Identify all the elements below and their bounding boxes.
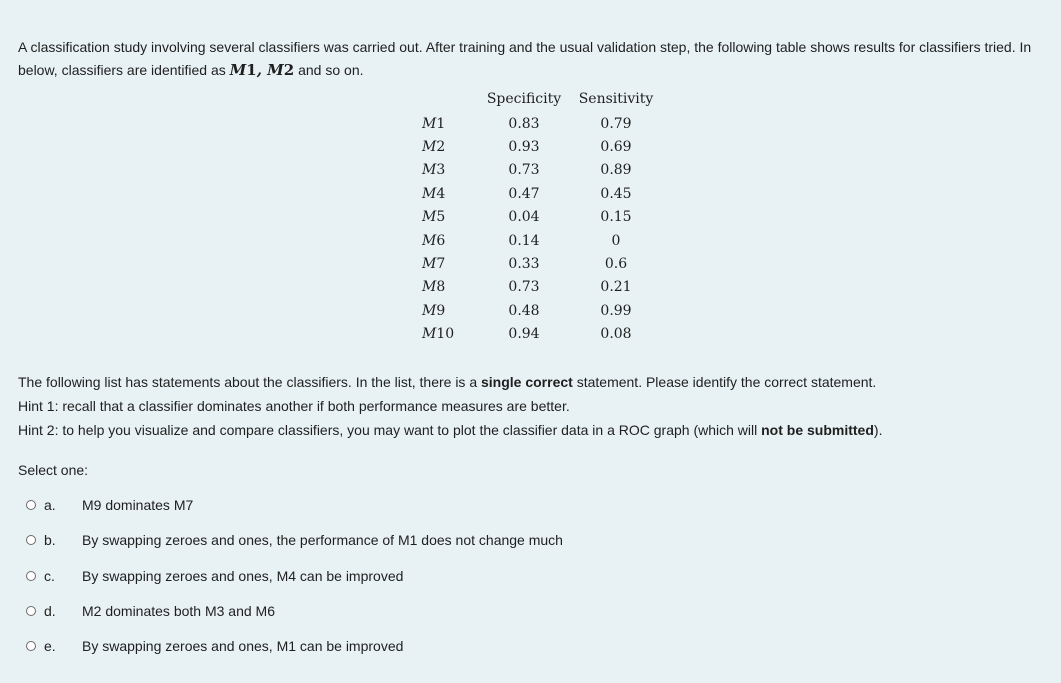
classifier-name: M6 bbox=[422, 232, 446, 249]
hint-1: Hint 1: recall that a classifier dominates another if both performance measures are better. bbox=[18, 398, 570, 414]
table-header-row bbox=[414, 86, 662, 112]
specificity-cell: 0.73 bbox=[508, 279, 540, 296]
sensitivity-cell: 0.6 bbox=[604, 256, 628, 273]
not-submitted-emphasis: not be submitted bbox=[761, 422, 874, 438]
classifier-results-table bbox=[414, 86, 662, 346]
option-e[interactable] bbox=[26, 636, 403, 656]
radio-button-b[interactable] bbox=[26, 535, 36, 545]
specificity-cell: 0.73 bbox=[508, 162, 540, 179]
option-d[interactable] bbox=[26, 601, 275, 621]
specificity-cell: 0.14 bbox=[508, 232, 540, 249]
table-row bbox=[414, 323, 662, 346]
option-letter: b. bbox=[44, 532, 56, 548]
sensitivity-cell: 0.15 bbox=[600, 209, 632, 226]
radio-button-e[interactable] bbox=[26, 641, 36, 651]
option-text[interactable]: M9 dominates M7 bbox=[82, 497, 194, 513]
specificity-cell: 0.47 bbox=[508, 185, 540, 202]
radio-button-c[interactable] bbox=[26, 571, 36, 581]
classifier-name: M8 bbox=[422, 279, 446, 296]
option-a[interactable] bbox=[26, 495, 193, 515]
option-text[interactable]: By swapping zeroes and ones, M1 can be improved bbox=[82, 638, 404, 654]
specificity-cell: 0.93 bbox=[508, 139, 540, 156]
table-row bbox=[414, 159, 662, 182]
radio-button-d[interactable] bbox=[26, 606, 36, 616]
classifier-name: M3 bbox=[422, 162, 446, 179]
classifier-name: M9 bbox=[422, 302, 446, 319]
math-m2: M2 bbox=[267, 61, 295, 79]
specificity-cell: 0.33 bbox=[508, 256, 540, 273]
option-b[interactable] bbox=[26, 530, 563, 550]
classifier-name: M1 bbox=[422, 115, 446, 132]
single-correct-emphasis: single correct bbox=[481, 374, 573, 390]
table-row bbox=[414, 276, 662, 299]
radio-button-a[interactable] bbox=[26, 500, 36, 510]
classifier-name: M5 bbox=[422, 209, 446, 226]
option-c[interactable] bbox=[26, 566, 403, 586]
option-letter: d. bbox=[44, 603, 56, 619]
option-letter: e. bbox=[44, 638, 56, 654]
header-specificity: Specificity bbox=[486, 91, 562, 107]
statement-line: The following list has statements about the classifiers. In the list, there is a single correct statement. Please identify the correct statement. bbox=[18, 374, 877, 390]
option-text[interactable]: By swapping zeroes and ones, M4 can be improved bbox=[82, 568, 404, 584]
math-m1: M1 bbox=[229, 61, 257, 79]
classifier-name: M4 bbox=[422, 185, 446, 202]
option-letter: a. bbox=[44, 497, 56, 513]
intro-text: A classification study involving several classifiers was carried out. After training and the usual validation step, the following table shows results for classifiers tried. In below, classifiers are identified as bbox=[18, 39, 1032, 78]
option-text[interactable]: By swapping zeroes and ones, the performance of M1 does not change much bbox=[82, 532, 563, 548]
sensitivity-cell: 0 bbox=[611, 232, 621, 249]
sensitivity-cell: 0.79 bbox=[600, 115, 632, 132]
classifier-name: M7 bbox=[422, 256, 446, 273]
header-empty bbox=[414, 86, 478, 112]
header-sensitivity: Sensitivity bbox=[578, 91, 654, 107]
sensitivity-cell: 0.99 bbox=[600, 302, 632, 319]
specificity-cell: 0.94 bbox=[508, 326, 540, 343]
option-letter: c. bbox=[44, 568, 55, 584]
specificity-cell: 0.04 bbox=[508, 209, 540, 226]
sensitivity-cell: 0.08 bbox=[600, 326, 632, 343]
table-row bbox=[414, 206, 662, 229]
hint-2: Hint 2: to help you visualize and compare classifiers, you may want to plot the classifier data in a ROC graph (which will not be submitted). bbox=[18, 422, 883, 438]
classifier-name: M2 bbox=[422, 139, 446, 156]
intro-text-end: and so on. bbox=[294, 62, 364, 78]
statements-instructions bbox=[18, 370, 1048, 442]
table-row bbox=[414, 299, 662, 322]
table-row bbox=[414, 135, 662, 158]
table-row bbox=[414, 252, 662, 275]
sensitivity-cell: 0.21 bbox=[600, 279, 632, 296]
specificity-cell: 0.83 bbox=[508, 115, 540, 132]
question-intro bbox=[18, 36, 1048, 82]
option-text[interactable]: M2 dominates both M3 and M6 bbox=[82, 603, 275, 619]
math-comma: , bbox=[256, 61, 268, 79]
table-row bbox=[414, 182, 662, 205]
sensitivity-cell: 0.45 bbox=[600, 185, 632, 202]
table-row bbox=[414, 112, 662, 135]
classifier-name: M10 bbox=[422, 326, 455, 343]
table-row bbox=[414, 229, 662, 252]
specificity-cell: 0.48 bbox=[508, 302, 540, 319]
sensitivity-cell: 0.89 bbox=[600, 162, 632, 179]
select-one-label: Select one: bbox=[18, 462, 89, 478]
sensitivity-cell: 0.69 bbox=[600, 139, 632, 156]
